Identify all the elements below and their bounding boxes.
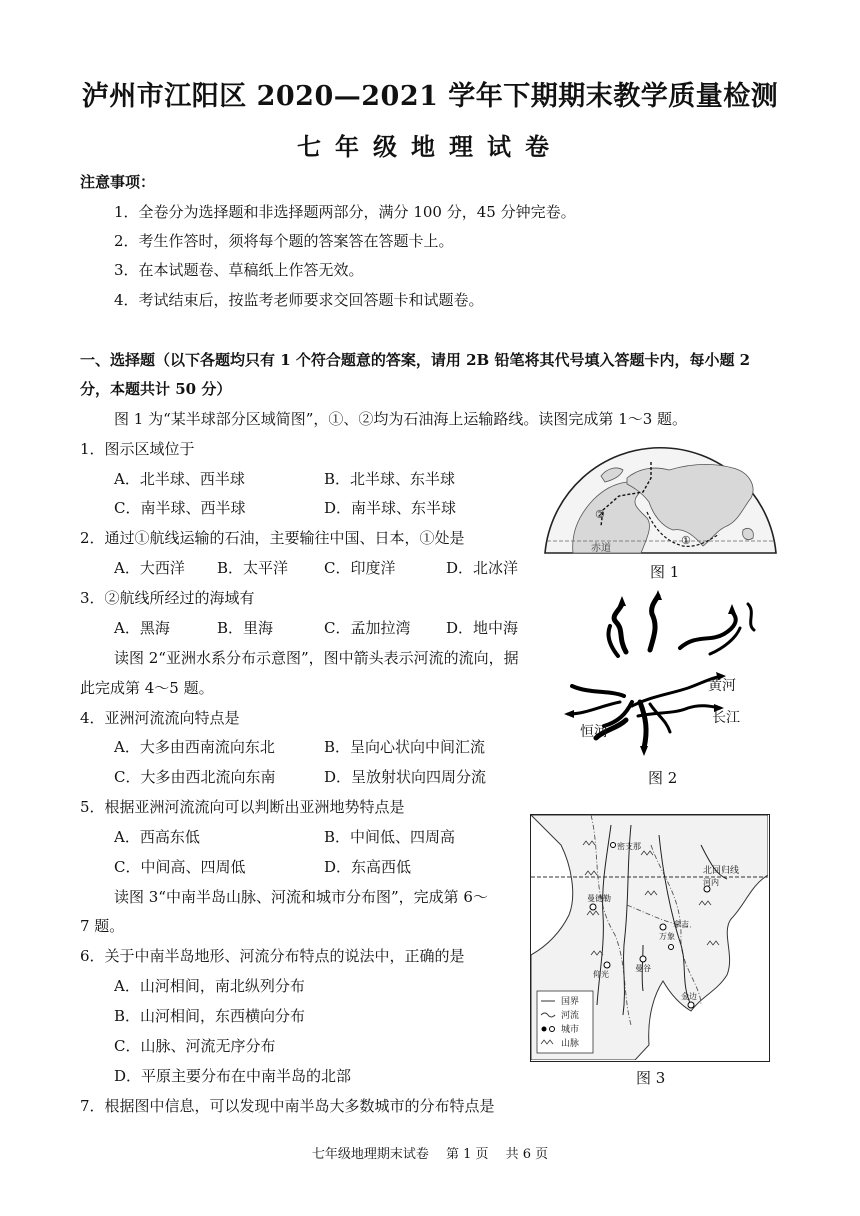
- section-heading-cont: 分，本题共计 50 分）: [80, 380, 232, 398]
- notice-heading: 注意事项：: [80, 173, 156, 191]
- q5-option-b: B．中间低、四周高: [324, 828, 456, 846]
- figure-1-map: [543, 438, 778, 558]
- intro-fig3-cont: 7 题。: [80, 917, 125, 935]
- q5-option-a: A．西高东低: [114, 828, 200, 846]
- q2-option-b: B．太平洋: [217, 559, 289, 577]
- q6-option-d: D．平原主要分布在中南半岛的北部: [114, 1067, 352, 1085]
- figure-2-map: [560, 590, 780, 760]
- q5-stem: 5．根据亚洲河流流向可以判断出亚洲地势特点是: [80, 798, 405, 816]
- q3-option-a: A．黑海: [114, 619, 170, 637]
- figure-3: [530, 814, 770, 1062]
- q1-option-c: C．南半球、西半球: [114, 499, 246, 517]
- notice-item: 3．在本试题卷、草稿纸上作答无效。: [114, 261, 364, 279]
- q6-option-c: C．山脉、河流无序分布: [114, 1037, 276, 1055]
- fig3-city-label: 金边: [681, 992, 697, 1001]
- fig2-huanghe-label: 黄河: [708, 678, 736, 694]
- q4-option-c: C．大多由西北流向东南: [114, 768, 276, 786]
- exam-title: 泸州市江阳区 2020—2021 学年下期期末教学质量检测: [81, 81, 779, 112]
- q2-option-d: D．北冰洋: [446, 559, 519, 577]
- fig3-legend-item: 城市: [561, 1025, 580, 1035]
- fig3-city-label: 拿吉: [673, 920, 689, 929]
- q1-option-b: B．北半球、东半球: [324, 470, 456, 488]
- fig1-equator-label: 赤道: [591, 543, 611, 554]
- intro-fig2-cont: 此完成第 4～5 题。: [80, 679, 214, 697]
- q4-option-b: B．呈向心状向中间汇流: [324, 738, 486, 756]
- fig1-route1-label: ①: [681, 534, 691, 547]
- q3-option-c: C．孟加拉湾: [324, 619, 411, 637]
- exam-subtitle: 七年级地理试卷: [297, 132, 563, 161]
- q6-option-a: A．山河相间，南北纵列分布: [114, 977, 305, 995]
- fig2-henghe-label: 恒河: [580, 724, 608, 740]
- q1-option-a: A．北半球、西半球: [114, 470, 245, 488]
- q5-option-d: D．东高西低: [324, 858, 412, 876]
- figure-1: [543, 438, 778, 558]
- notice-item: 4．考试结束后，按监考老师要求交回答题卡和试题卷。: [114, 291, 484, 309]
- q4-option-a: A．大多由西南流向东北: [114, 738, 275, 756]
- fig3-city-label: 仰光: [593, 970, 609, 979]
- q1-option-d: D．南半球、东半球: [324, 499, 457, 517]
- fig3-city-label: 万象: [659, 932, 675, 941]
- q2-stem: 2．通过①航线运输的石油，主要输往中国、日本，①处是: [80, 529, 465, 547]
- q2-option-a: A．大西洋: [114, 559, 185, 577]
- q3-option-d: D．地中海: [446, 619, 519, 637]
- figure-3-caption: 图 3: [636, 1069, 666, 1087]
- q3-stem: 3．②航线所经过的海域有: [80, 589, 255, 607]
- figure-3-map: [531, 815, 768, 1060]
- intro-fig1: 图 1 为“某半球部分区域简图”，①、②均为石油海上运输路线。读图完成第 1～3 题。: [114, 410, 688, 428]
- fig3-city-label: 密支那: [617, 842, 641, 851]
- fig3-legend-item: 山脉: [561, 1039, 580, 1049]
- q5-option-c: C．中间高、四周低: [114, 858, 246, 876]
- figure-2: [560, 590, 780, 760]
- q4-option-d: D．呈放射状向四周分流: [324, 768, 487, 786]
- fig3-tropic-label: 北回归线: [703, 866, 740, 876]
- notice-item: 2．考生作答时，须将每个题的答案答在答题卡上。: [114, 232, 454, 250]
- q6-option-b: B．山河相间，东西横向分布: [114, 1007, 306, 1025]
- q3-option-b: B．里海: [217, 619, 274, 637]
- q4-stem: 4．亚洲河流流向特点是: [80, 709, 240, 727]
- fig3-city-label: 河内: [703, 878, 719, 887]
- q6-stem: 6．关于中南半岛地形、河流分布特点的说法中，正确的是: [80, 947, 465, 965]
- intro-fig3: 读图 3“中南半岛山脉、河流和城市分布图”，完成第 6～: [114, 888, 488, 906]
- figure-2-caption: 图 2: [648, 769, 678, 787]
- fig3-legend-item: 河流: [561, 1011, 580, 1021]
- figure-1-caption: 图 1: [650, 563, 680, 581]
- fig3-city-label: 曼谷: [635, 964, 651, 973]
- fig1-route2-label: ②: [595, 508, 605, 521]
- fig3-legend-item: 国界: [561, 997, 580, 1007]
- fig3-city-label: 曼德勒: [587, 894, 611, 903]
- page-footer: 七年级地理期末试卷 第 1 页 共 6 页: [311, 1147, 549, 1162]
- fig2-changjiang-label: 长江: [712, 710, 740, 726]
- q7-stem: 7．根据图中信息，可以发现中南半岛大多数城市的分布特点是: [80, 1097, 495, 1115]
- q2-option-c: C．印度洋: [324, 559, 396, 577]
- section-heading: 一、选择题（以下各题均只有 1 个符合题意的答案，请用 2B 铅笔将其代号填入答题卡内，每小题 2: [80, 351, 751, 369]
- intro-fig2: 读图 2“亚洲水系分布示意图”，图中箭头表示河流的流向，据: [114, 649, 519, 667]
- q1-stem: 1．图示区域位于: [80, 440, 195, 458]
- notice-item: 1．全卷分为选择题和非选择题两部分，满分 100 分，45 分钟完卷。: [114, 203, 576, 221]
